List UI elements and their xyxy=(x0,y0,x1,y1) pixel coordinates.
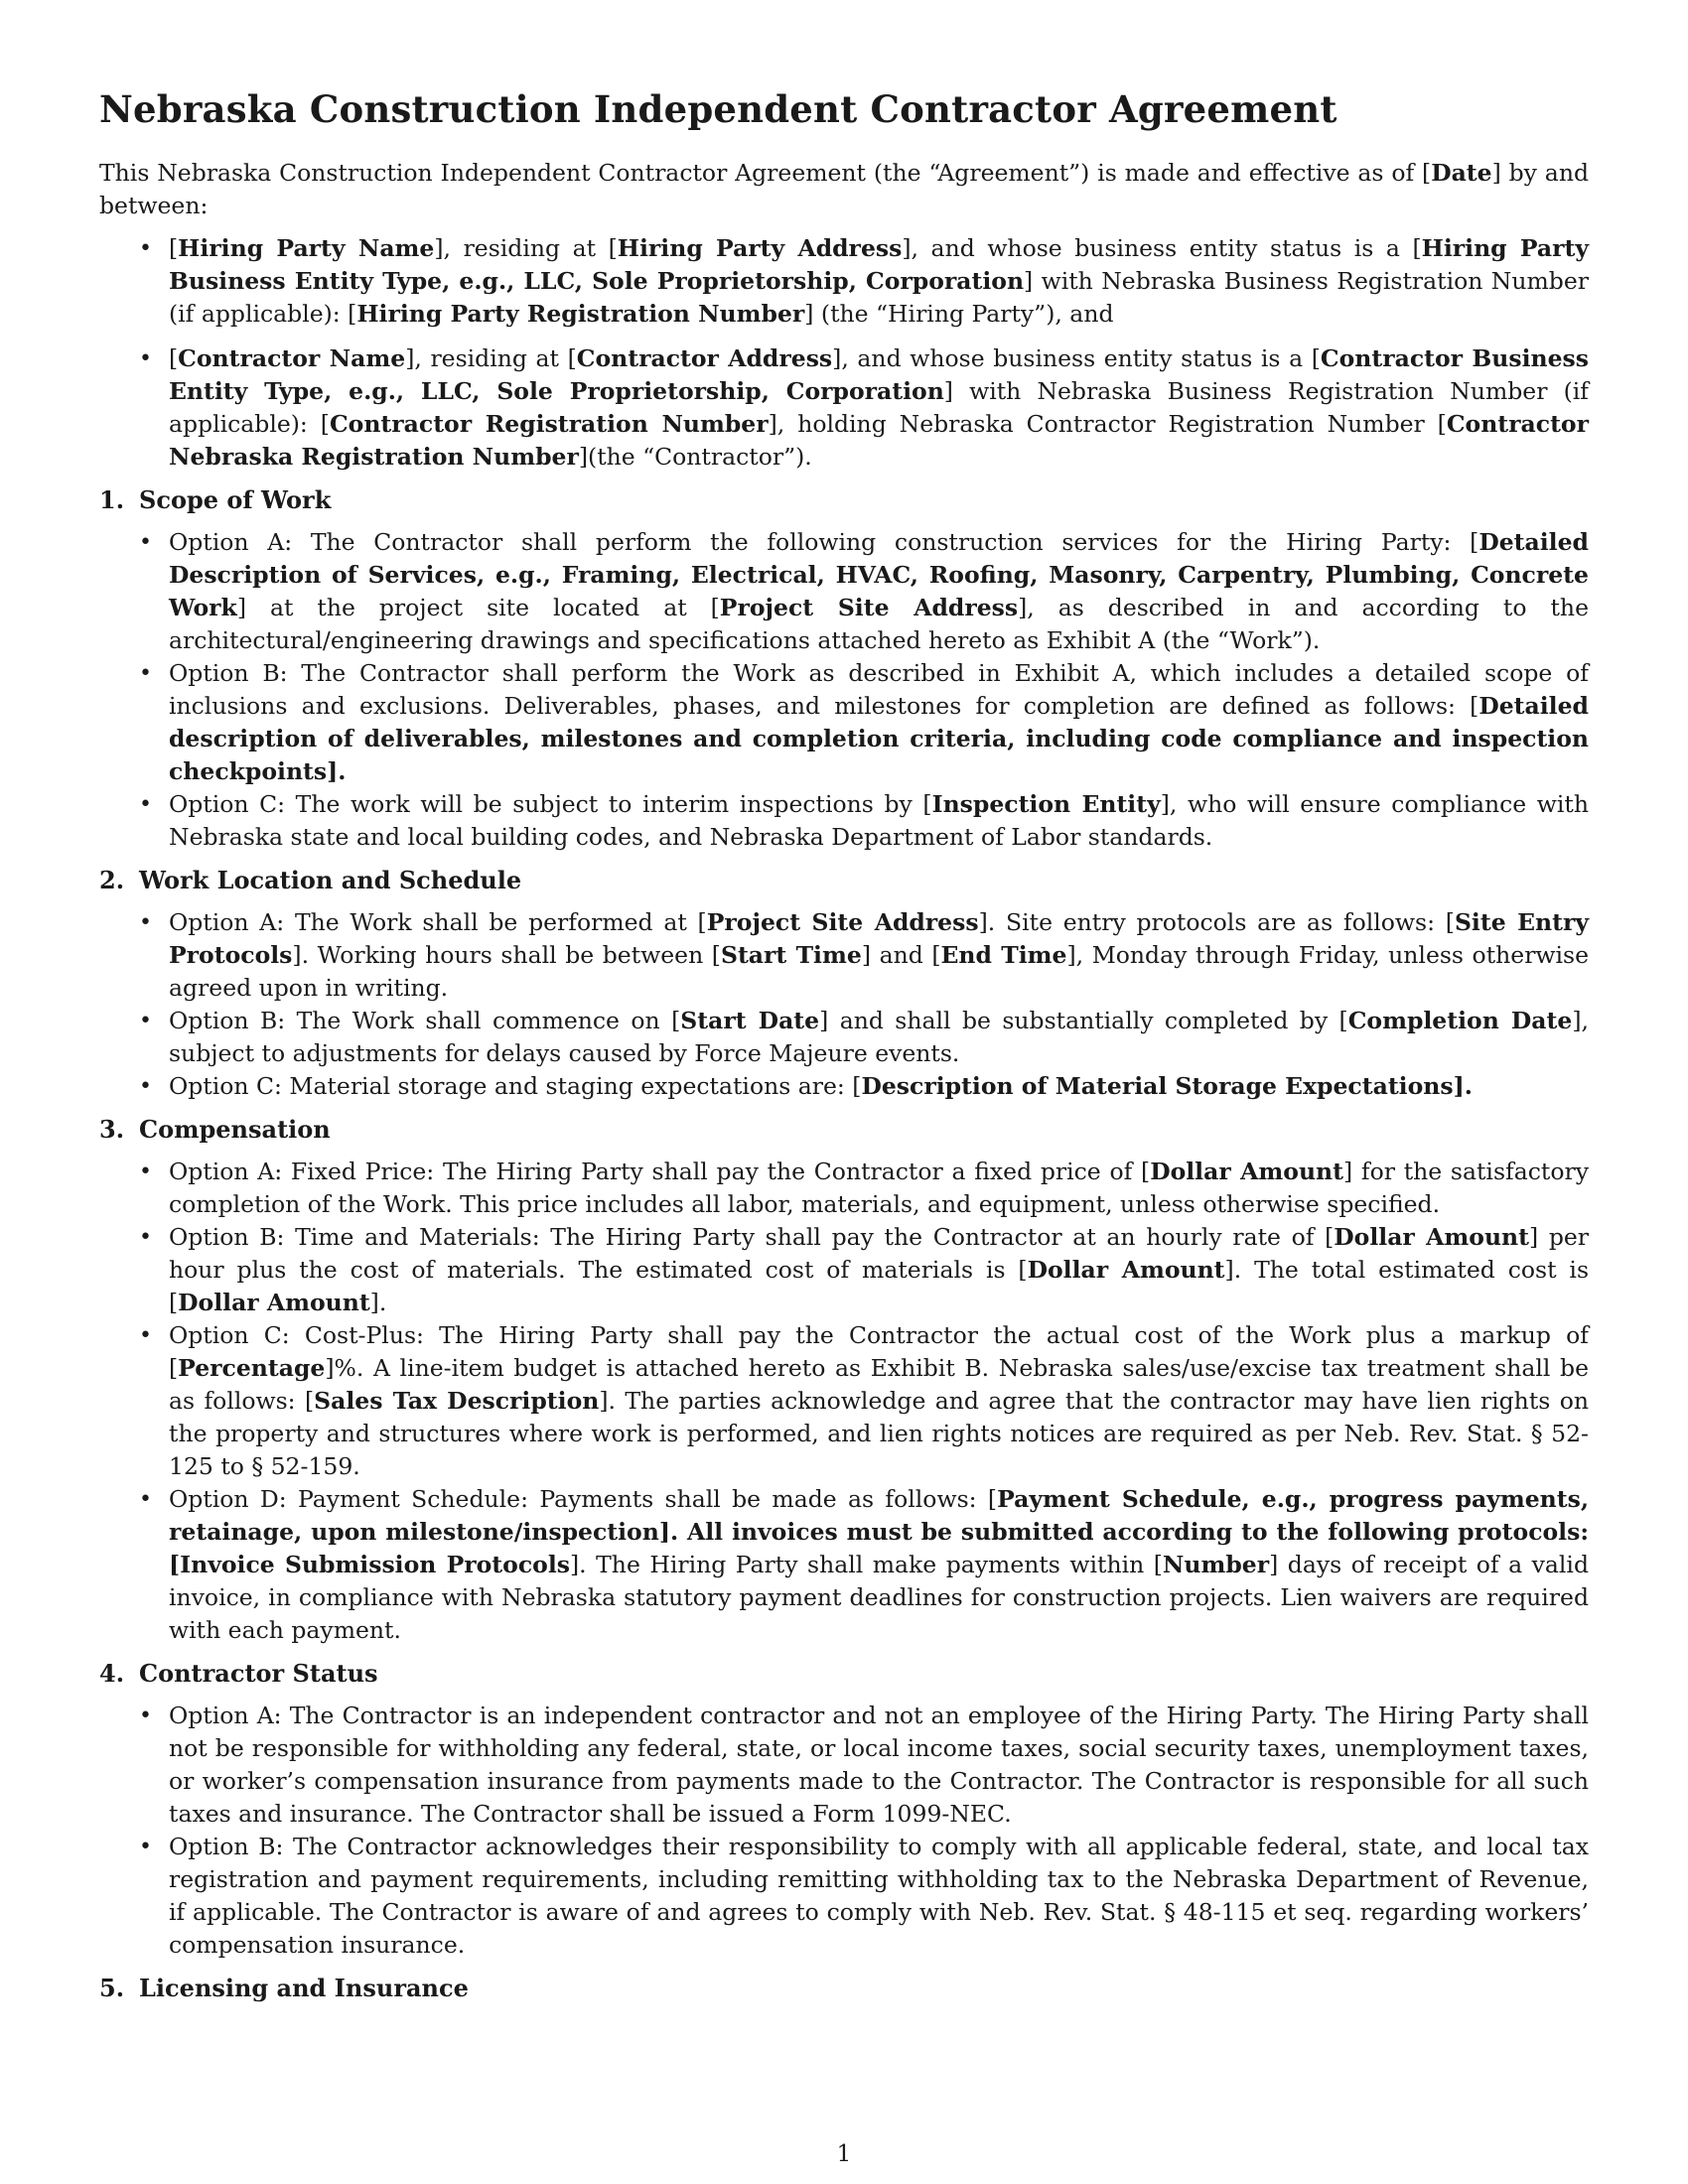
text: 4. xyxy=(99,1659,125,1688)
text: Sales Tax Description xyxy=(314,1387,600,1415)
location-option-a xyxy=(99,906,1589,1005)
text: Option D: Payment Schedule: Payments shall be made as follows: [ xyxy=(169,1485,998,1513)
text: Option C: Material storage and staging expectations are: [ xyxy=(169,1072,862,1100)
text: Option B: The Contractor shall perform the Work as described in Exhibit A, which includes a detailed scope of inclusions and exclusions. Deliverables, phases, and milestones for completion are defined as follows: [ xyxy=(169,659,1589,720)
text: ]. The parties acknowledge and agree that the contractor may have lien rights on the property and structures where work is performed, and lien rights notices are required as per Neb. Rev. Stat. § 52-125 to § 52-159. xyxy=(169,1387,1590,1480)
status-option-a: • Option A: The Contractor is an independent contractor and not an employee of the Hiring Party. The Hiring Party shall not be responsible for withholding any federal, state, or local income taxes, social security taxes, unemployment taxes, or worker’s compensation insurance from payments made to the Contractor. The Contractor is responsible for all such taxes and insurance. The Contractor shall be issued a Form 1099-NEC. xyxy=(99,1700,1589,1831)
text: Licensing and Insurance xyxy=(139,1974,469,2002)
intro-text: This Nebraska Construction Independent Contractor Agreement (the “Agreement”) is made and effective as of [ xyxy=(99,159,1432,187)
scope-option-c xyxy=(99,788,1589,854)
document-title: Nebraska Construction Independent Contractor Agreement xyxy=(99,87,1337,131)
text: Description of Material Storage Expectations xyxy=(861,1072,1454,1100)
text: ]. The total estimated cost is [ xyxy=(169,1256,1589,1316)
text: ], as described in and according to the architectural/engineering drawings and specifications attached hereto as Exhibit A (the “Work”). xyxy=(169,594,1589,654)
date-placeholder: Date xyxy=(1431,159,1492,187)
scope-option-a xyxy=(99,526,1589,657)
text: Option A: The Contractor shall perform the following construction services for the Hiring Party: [ xyxy=(169,528,1479,556)
text: ], holding Nebraska Contractor Registration Number [ xyxy=(768,410,1447,438)
section-heading-status xyxy=(99,1659,1589,1688)
section-heading-licensing xyxy=(99,1974,1589,2002)
text: ], subject to adjustments for delays caused by Force Majeure events. xyxy=(169,1007,1589,1067)
contractor-address: Contractor Address xyxy=(576,344,833,372)
text: ]. xyxy=(327,757,347,785)
contractor-nebraska-registration: Contractor Nebraska Registration Number xyxy=(169,410,1589,471)
text: 5. xyxy=(99,1974,125,2002)
text: Number xyxy=(1162,1551,1270,1578)
text: Scope of Work xyxy=(139,485,332,514)
text: ] with Nebraska Business Registration Number (if applicable): [ xyxy=(169,267,1589,328)
text: 2. xyxy=(99,866,125,894)
text: ] and shall be substantially completed by [ xyxy=(819,1007,1348,1034)
text: ]. Working hours shall be between [ xyxy=(292,941,721,969)
status-option-b: • Option B: The Contractor acknowledges their responsibility to comply with all applicable federal, state, and local tax registration and payment requirements, including remitting withholding tax to the Nebraska Department of Revenue, if applicable. The Contractor is aware of and agrees to comply with Neb. Rev. Stat. § 48-115 et seq. regarding workers’ compensation insurance. xyxy=(99,1831,1589,1962)
text: ]. The Hiring Party shall make payments within [ xyxy=(569,1551,1163,1578)
compensation-options-list xyxy=(99,1156,1589,1647)
text: Dollar Amount xyxy=(178,1289,370,1316)
location-options-list xyxy=(99,906,1589,1103)
text: Option A: Fixed Price: The Hiring Party shall pay the Contractor a fixed price of [ xyxy=(169,1158,1151,1185)
text: Detailed description of deliverables, milestones and completion criteria, including code compliance and inspection checkpoints xyxy=(169,692,1589,785)
page-number: 1 xyxy=(836,2141,852,2167)
parties-list xyxy=(99,232,1589,474)
text: 1. xyxy=(99,485,125,514)
text: Start Date xyxy=(680,1007,820,1034)
text: Dollar Amount xyxy=(1027,1256,1225,1284)
contractor-name: Contractor Name xyxy=(178,344,406,372)
text: ]. xyxy=(369,1289,387,1316)
section-heading-scope xyxy=(99,485,1589,514)
text: ], Monday through Friday, unless otherwise agreed upon in writing. xyxy=(169,941,1590,1002)
text: Option C: The work will be subject to interim inspections by [ xyxy=(169,790,932,818)
status-options-list xyxy=(99,1700,1589,1962)
text: Project Site Address xyxy=(706,908,979,936)
text: ] with Nebraska Business Registration Number (if applicable): [ xyxy=(169,377,1589,438)
location-option-b xyxy=(99,1005,1589,1070)
text: Site Entry Protocols xyxy=(169,908,1590,969)
compensation-option-b xyxy=(99,1221,1589,1319)
location-option-c xyxy=(99,1070,1589,1103)
contractor-item: • [Contractor Name], residing at [Contractor Address], and whose business entity status is a [Contractor Business Entity Type, e.g., LLC, Sole Proprietorship, Corporation] with Nebraska Business Registration Number (if applicable): [Contractor Registration Number], holding Nebraska Contractor Registration Number [Contractor Nebraska Registration Number](the “Contractor”). xyxy=(99,342,1589,474)
text: ] for the satisfactory completion of the Work. This price includes all labor, materials, and equipment, unless otherwise specified. xyxy=(169,1158,1589,1218)
compensation-option-d xyxy=(99,1483,1589,1647)
hiring-party-address: Hiring Party Address xyxy=(617,234,903,262)
hiring-party-item: • [Hiring Party Name], residing at [Hiring Party Address], and whose business entity status is a [Hiring Party Business Entity Type, e.g., LLC, Sole Proprietorship, Corporation] with Nebraska Business Registration Number (if applicable): [Hiring Party Registration Number] (the “Hiring Party”), and xyxy=(99,232,1589,331)
text: ] at the project site located at [ xyxy=(236,594,720,621)
document-page xyxy=(99,87,1589,2014)
text: Option B: The Work shall commence on [ xyxy=(169,1007,681,1034)
text: ], residing at [ xyxy=(405,344,577,372)
text: Invoice Submission Protocols xyxy=(180,1551,570,1578)
scope-option-b xyxy=(99,657,1589,788)
text: Option C: Cost-Plus: The Hiring Party shall pay the Contractor the actual cost of the Work plus a markup of [ xyxy=(169,1321,1589,1382)
text: ] per hour plus the cost of materials. The estimated cost of materials is [ xyxy=(169,1223,1589,1284)
text: ]. xyxy=(1453,1072,1473,1100)
section-heading-location xyxy=(99,866,1589,894)
text: ], residing at [ xyxy=(434,234,618,262)
text: Completion Date xyxy=(1347,1007,1573,1034)
text: ] days of receipt of a valid invoice, in compliance with Nebraska statutory payment deadlines for construction projects. Lien waivers are required with each payment. xyxy=(169,1551,1589,1644)
intro-paragraph xyxy=(99,157,1589,222)
text: Percentage xyxy=(178,1354,326,1382)
compensation-option-a xyxy=(99,1156,1589,1221)
text: Dollar Amount xyxy=(1150,1158,1343,1185)
contractor-entity: Contractor Business Entity Type, e.g., LLC, Sole Proprietorship, Corporation xyxy=(169,344,1589,405)
hiring-party-registration: Hiring Party Registration Number xyxy=(356,300,805,328)
text: ], and whose business entity status is a [ xyxy=(832,344,1321,372)
text: Start Time xyxy=(720,941,862,969)
hiring-party-name: Hiring Party Name xyxy=(178,234,435,262)
text: Option B: Time and Materials: The Hiring Party shall pay the Contractor at an hourly rate of [ xyxy=(169,1223,1335,1251)
text: Project Site Address xyxy=(719,594,1019,621)
text: ] and [ xyxy=(861,941,941,969)
text: Compensation xyxy=(139,1115,331,1144)
text: ] (the “Hiring Party”), and xyxy=(804,300,1114,328)
compensation-option-c xyxy=(99,1319,1589,1483)
text: Work Location and Schedule xyxy=(139,866,522,894)
text: Contractor Status xyxy=(139,1659,378,1688)
text: ]. Site entry protocols are as follows: [ xyxy=(978,908,1455,936)
text: 3. xyxy=(99,1115,125,1144)
contractor-registration: Contractor Registration Number xyxy=(329,410,769,438)
text: ]. All invoices must be submitted according to the following protocols: [ xyxy=(169,1518,1590,1578)
scope-options-list xyxy=(99,526,1589,854)
text: ]%. A line-item budget is attached hereto as Exhibit B. Nebraska sales/use/excise tax treatment shall be as follows: [ xyxy=(169,1354,1589,1415)
text: Detailed Description of Services, e.g., Framing, Electrical, HVAC, Roofing, Masonry, Carpentry, Plumbing, Concrete Work xyxy=(169,528,1589,621)
intro-text-end: ] by and between: xyxy=(99,159,1589,219)
text: ], and whose business entity status is a [ xyxy=(902,234,1422,262)
hiring-party-entity: Hiring Party Business Entity Type, e.g., LLC, Sole Proprietorship, Corporation xyxy=(169,234,1590,295)
text: End Time xyxy=(940,941,1067,969)
text: Option A: The Work shall be performed at [ xyxy=(169,908,707,936)
text: Payment Schedule, e.g., progress payments, retainage, upon milestone/inspection xyxy=(169,1485,1590,1546)
text: ](the “Contractor”). xyxy=(578,443,812,471)
text: Inspection Entity xyxy=(931,790,1161,818)
section-heading-compensation xyxy=(99,1115,1589,1144)
text: ], who will ensure compliance with Nebraska state and local building codes, and Nebraska Department of Labor standards. xyxy=(169,790,1589,851)
text: Dollar Amount xyxy=(1334,1223,1529,1251)
